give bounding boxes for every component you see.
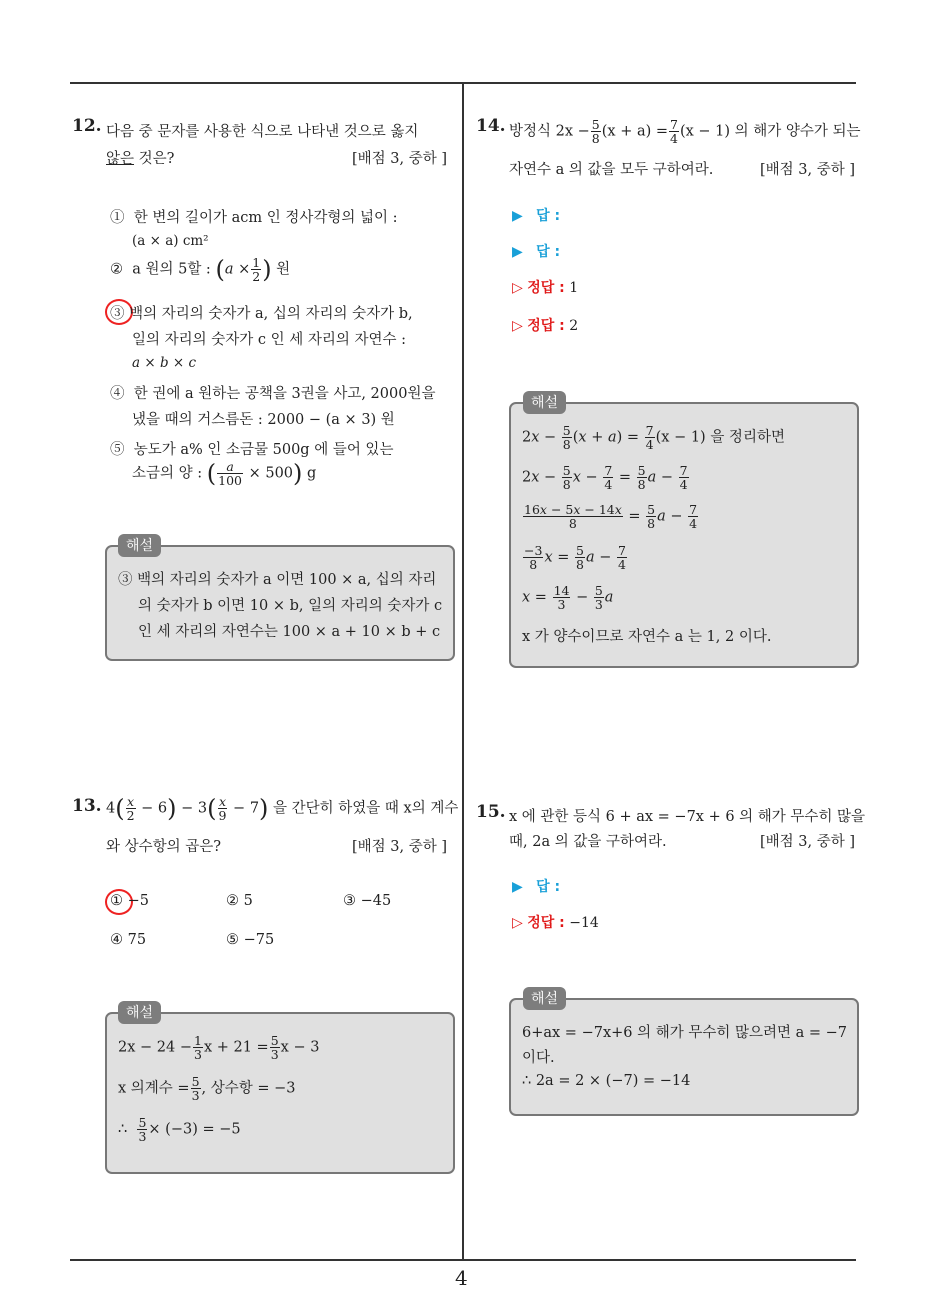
solution-tag: 해설	[523, 391, 566, 414]
option-3-text: a × b × c	[132, 355, 197, 371]
solution-text: ∴ 2a = 2 × (−7) = −14	[522, 1073, 691, 1089]
question-text: 때, 2a 의 값을 구하여라.	[509, 834, 667, 850]
answer-blank-2[interactable]: ▶ 답 :	[512, 244, 561, 260]
question-text: 다음 중 문자를 사용한 식으로 나타낸 것으로 옳지	[106, 124, 419, 140]
solution-tag: 해설	[523, 987, 566, 1010]
option-2[interactable]: ② 5	[226, 893, 253, 909]
option-1[interactable]: ① −5	[110, 893, 149, 909]
triangle-outline-icon: ▷	[512, 280, 523, 296]
option-1[interactable]: ① 한 변의 길이가 acm 인 정사각형의 넓이 :	[110, 210, 398, 226]
solution-text: $\frac{-3}{8}$ x = $\frac{5}{8}$ a − $\frac{7}{4}$	[524, 543, 626, 572]
fraction: $\frac{x}{9}$	[218, 794, 227, 823]
option-5-text: 소금의 양 : ( $\frac{a}{100}$ × 500) g	[132, 459, 317, 488]
bottom-rule	[70, 1259, 856, 1261]
correct-answer-1: ▷ 정답 : −14	[512, 915, 599, 931]
fraction: $\frac{7}{4}$	[670, 117, 678, 146]
fraction: $\frac{x}{2}$	[126, 794, 135, 823]
question-text: 4( $\frac{x}{2}$ − 6) − 3( $\frac{x}{9}$ − 7) 을 간단히 하였을 때 x의 계수	[106, 794, 459, 823]
score-meta: [배점 3, 중하 ]	[352, 151, 448, 167]
option-4[interactable]: ④ 한 권에 a 원하는 공책을 3권을 사고, 2000원을	[110, 386, 436, 402]
play-icon: ▶	[512, 879, 523, 895]
correct-answer-2: ▷ 정답 : 2	[512, 318, 579, 334]
answer-blank-1[interactable]: ▶ 답 :	[512, 879, 561, 895]
column-divider	[462, 82, 464, 1260]
solution-tag: 해설	[118, 1001, 161, 1024]
solution-text: 인 세 자리의 자연수는 100 × a + 10 × b + c	[138, 624, 441, 640]
play-icon: ▶	[512, 244, 523, 260]
fraction: $\frac{1}{3}$	[193, 1033, 202, 1062]
correct-answer-1: ▷ 정답 : 1	[512, 280, 579, 296]
question-text: 않은 것은?	[106, 151, 175, 167]
underlined-word: 않은	[106, 151, 135, 167]
answer-blank-1[interactable]: ▶ 답 :	[512, 208, 561, 224]
score-meta: [배점 3, 중하 ]	[760, 162, 856, 178]
option-4[interactable]: ④ 75	[110, 932, 147, 948]
triangle-outline-icon: ▷	[512, 915, 523, 931]
solution-text: ∴ $\frac{5}{3}$ × (−3) = −5	[118, 1115, 241, 1144]
solution-text: x = $\frac{14}{3}$ − $\frac{5}{3}$ a	[522, 583, 614, 612]
option-5[interactable]: ⑤ −75	[226, 932, 275, 948]
score-meta: [배점 3, 중하 ]	[352, 839, 448, 855]
page-number: 4	[455, 1266, 468, 1290]
triangle-outline-icon: ▷	[512, 318, 523, 334]
score-meta: [배점 3, 중하 ]	[760, 834, 856, 850]
fraction: $\frac{a}{100}$	[218, 459, 242, 488]
question-text: x 에 관한 등식 6 + ax = −7x + 6 의 해가 무수히 많을	[509, 809, 866, 825]
fraction: $\frac{5}{3}$	[191, 1074, 200, 1103]
question-text: 와 상수항의 곱은?	[106, 839, 222, 855]
solution-text: ③ 백의 자리의 숫자가 a 이면 100 × a, 십의 자리	[118, 572, 437, 588]
solution-text: 이다.	[522, 1050, 555, 1066]
option-3[interactable]: ③ −45	[343, 893, 392, 909]
question-text: 방정식 2x − $\frac{5}{8}$ (x + a) = $\frac{7}{4}$ (x − 1) 의 해가 양수가 되는	[509, 117, 861, 146]
option-3-text: 일의 자리의 숫자가 c 인 세 자리의 자연수 :	[132, 332, 406, 348]
solution-tag: 해설	[118, 534, 161, 557]
question-text: 자연수 a 의 값을 모두 구하여라.	[509, 162, 714, 178]
option-4-text: 냈을 때의 거스름돈 : 2000 − (a × 3) 원	[132, 412, 395, 428]
option-1-text: (a × a) cm²	[132, 233, 209, 249]
solution-text: 2x − $\frac{5}{8}$ x − $\frac{7}{4}$ = $\frac{5}{8}$ a − $\frac{7}{4}$	[522, 463, 688, 492]
solution-text: 2x − 24 − $\frac{1}{3}$ x + 21 = $\frac{5}{3}$ x − 3	[118, 1033, 320, 1062]
solution-box	[509, 998, 859, 1116]
solution-text: 6+ax = −7x+6 의 해가 무수히 많으려면 a = −7	[522, 1025, 847, 1041]
option-5[interactable]: ⑤ 농도가 a% 인 소금물 500g 에 들어 있는	[110, 442, 394, 458]
fraction: $\frac{1}{2}$	[252, 255, 261, 284]
question-number: 12.	[72, 116, 102, 136]
question-number: 13.	[72, 796, 102, 816]
solution-text: 의 숫자가 b 이면 10 × b, 일의 자리의 숫자가 c	[138, 598, 443, 614]
solution-text: x 의계수 = $\frac{5}{3}$ , 상수항 = −3	[118, 1074, 296, 1103]
fraction: $\frac{5}{3}$	[270, 1033, 279, 1062]
fraction: $\frac{5}{8}$	[591, 117, 600, 146]
solution-text: x 가 양수이므로 자연수 a 는 1, 2 이다.	[522, 629, 772, 645]
solution-text: 2x − $\frac{5}{8}$ (x + a) = $\frac{7}{4}$ (x − 1) 을 정리하면	[522, 423, 785, 452]
option-3[interactable]: ③ 백의 자리의 숫자가 a, 십의 자리의 숫자가 b,	[110, 306, 413, 322]
option-2[interactable]: ② a 원의 5할 : (a × $\frac{1}{2}$ ) 원	[110, 255, 291, 284]
question-number: 15.	[476, 802, 506, 822]
fraction: $\frac{5}{3}$	[138, 1115, 147, 1144]
solution-text: $\frac{16x - 5x - 14x}{8}$ = $\frac{5}{8}$ a − $\frac{7}{4}$	[524, 502, 698, 531]
question-number: 14.	[476, 116, 506, 136]
play-icon: ▶	[512, 208, 523, 224]
